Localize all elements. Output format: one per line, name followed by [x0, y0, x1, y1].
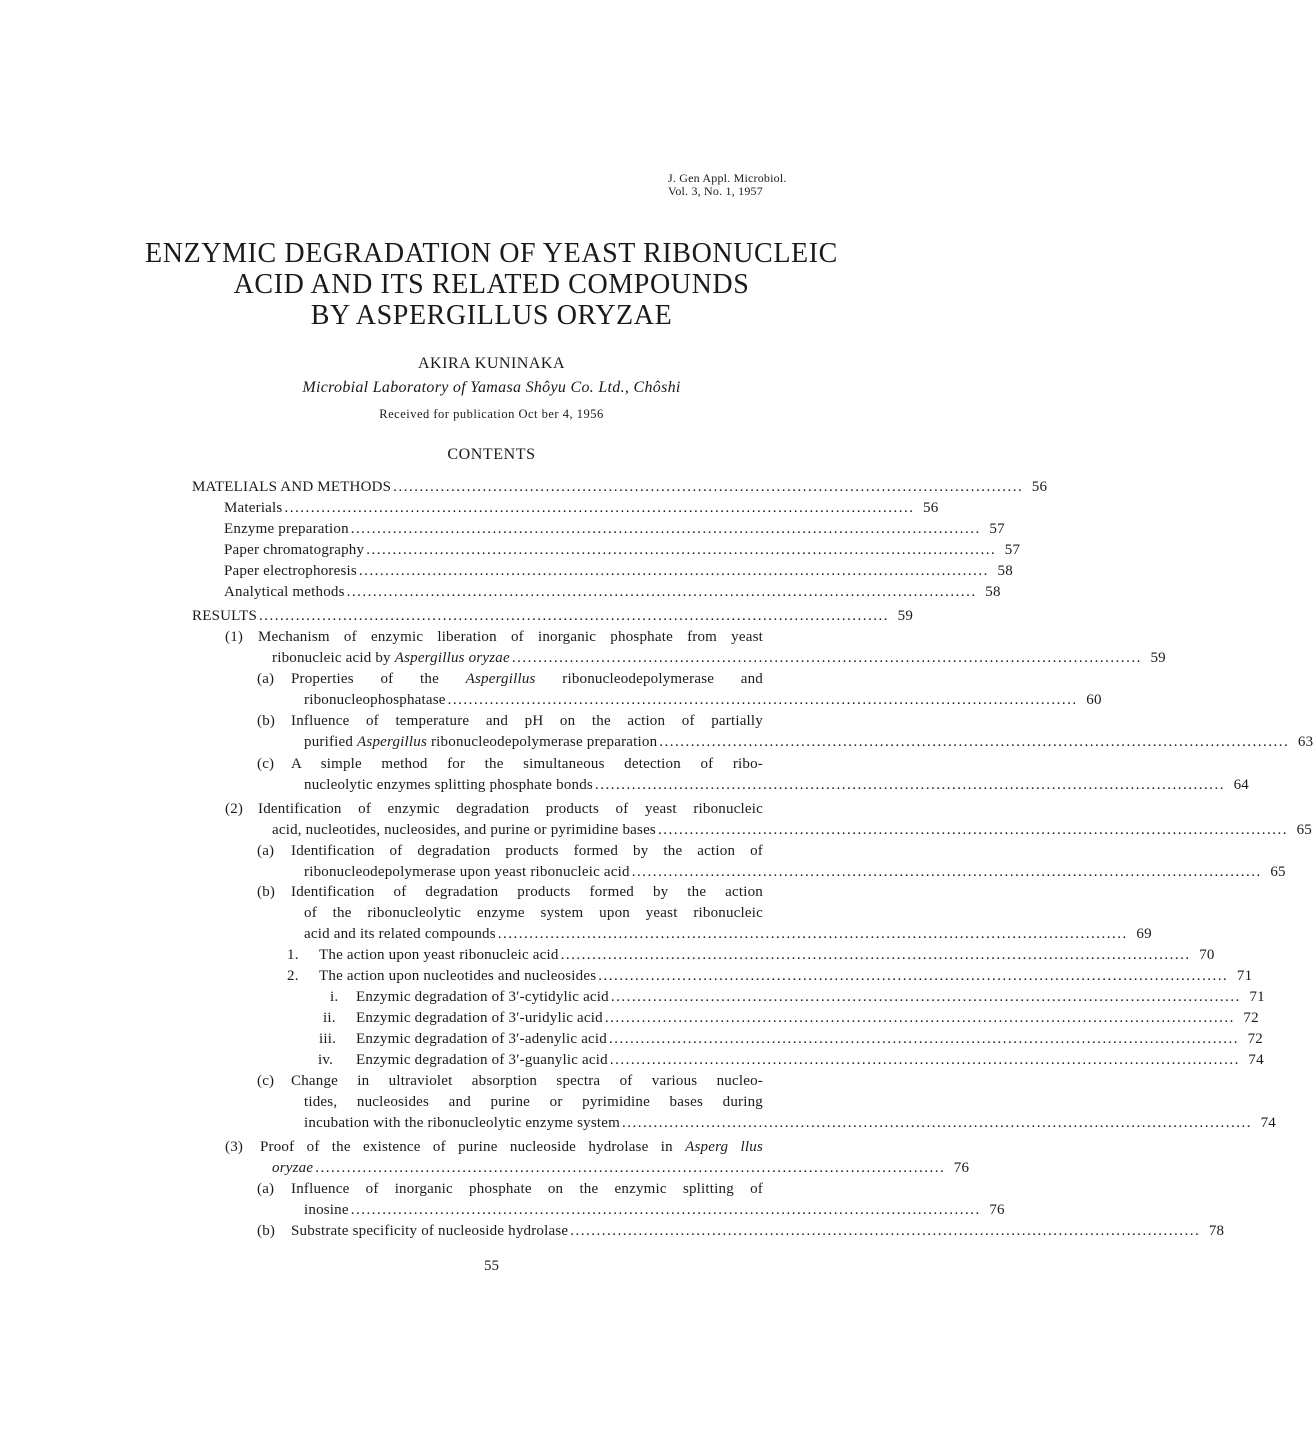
toc-entry-text-roman: ribonucleodepolymerase upon yeast ribonucleic acid: [304, 864, 630, 880]
toc-entry-number: ii.: [323, 1010, 336, 1026]
toc-entry-text: [272, 1159, 313, 1177]
toc-entry-number: (b): [257, 1223, 276, 1239]
toc-entry-text: [304, 1114, 620, 1132]
toc-dot-leader: ........................................................................................................................: [447, 692, 1078, 708]
toc-entry: [272, 821, 1312, 841]
toc-entry: [225, 1138, 763, 1158]
toc-entry-text-roman: purified: [304, 734, 354, 750]
toc-entry-page: 57: [1004, 542, 1021, 558]
toc-entry-text: [356, 988, 609, 1006]
author-affiliation: Microbial Laboratory of Yamasa Shôyu Co. Ltd., Chôshi: [302, 379, 681, 396]
toc-entry-text-italic: Aspergillus: [357, 734, 428, 750]
toc-entry-number: (b): [257, 884, 276, 900]
page-number: 55: [484, 1258, 499, 1274]
toc-entry: [257, 1072, 763, 1092]
toc-entry-text-roman: inosine: [304, 1202, 349, 1218]
toc-entry: [319, 1030, 1263, 1050]
toc-entry-page: 65: [1270, 864, 1286, 880]
toc-entry-number: iii.: [319, 1031, 337, 1047]
toc-entry-page: 71: [1249, 989, 1265, 1005]
toc-entry-text-roman: Identification of degradation products formed by the action of: [291, 843, 763, 859]
toc-dot-leader: ........................................................................................................................: [598, 968, 1229, 984]
toc-entry: [224, 562, 1013, 582]
toc-entry: [304, 733, 1313, 753]
toc-entry-number: (a): [257, 671, 275, 687]
toc-entry: [192, 607, 914, 627]
toc-entry: [287, 967, 1253, 987]
toc-entry-text-italic: oryzae: [272, 1160, 314, 1176]
toc-entry-number: (1): [225, 629, 244, 645]
toc-entry-text: [291, 883, 763, 901]
toc-entry: [224, 583, 1001, 603]
toc-entry-page: 58: [985, 584, 1001, 600]
toc-entry-text: [224, 583, 345, 601]
toc-entry-text: [291, 1222, 568, 1240]
toc-entry-text: [192, 607, 257, 625]
toc-entry-page: 57: [989, 521, 1005, 537]
toc-entry-text: [356, 1030, 607, 1048]
toc-entry-text-roman: RESULTS: [192, 608, 258, 624]
journal-volume: Vol. 3, No. 1, 1957: [668, 184, 763, 198]
toc-entry-text-italic: Aspergillus oryzae: [394, 650, 510, 666]
toc-entry-text: [356, 1009, 603, 1027]
journal-name: J. Gen Appl. Microbiol.: [668, 171, 787, 185]
toc-entry-page: 56: [1031, 479, 1048, 495]
toc-dot-leader: ........................................................................................................................: [631, 864, 1262, 880]
toc-entry: [304, 1114, 1276, 1134]
toc-entry-text: [272, 649, 510, 667]
toc-entry-number: iv.: [318, 1052, 334, 1068]
toc-entry-text-roman: MATELIALS AND METHODS: [192, 479, 392, 495]
toc-entry-page: 59: [897, 608, 914, 624]
toc-dot-leader: ........................................................................................................................: [511, 650, 1142, 666]
toc-entry-text: [291, 842, 763, 860]
toc-entry-text-roman: acid and its related compounds: [304, 926, 496, 942]
toc-entry: [225, 628, 763, 648]
toc-entry-text-roman: The action upon nucleotides and nucleosides: [319, 968, 597, 984]
toc-entry-page: 76: [989, 1202, 1005, 1218]
toc-entry-text: [304, 776, 593, 794]
toc-entry-page: 64: [1233, 777, 1249, 793]
toc-dot-leader: ........................................................................................................................: [350, 1202, 981, 1218]
toc-entry-text: [304, 1093, 763, 1111]
toc-dot-leader: ........................................................................................................................: [358, 563, 989, 579]
toc-entry-page: 69: [1136, 926, 1152, 942]
toc-entry-text: [224, 562, 357, 580]
toc-entry-text-roman: ribonucleic acid by: [272, 650, 391, 666]
toc-entry-text: [224, 520, 349, 538]
toc-dot-leader: ........................................................................................................................: [594, 777, 1225, 793]
toc-dot-leader: ........................................................................................................................: [497, 926, 1128, 942]
title-line-3: BY ASPERGILLUS ORYZAE: [310, 300, 673, 331]
toc-entry-page: 70: [1199, 947, 1215, 963]
toc-dot-leader: ........................................................................................................................: [659, 734, 1290, 750]
toc-dot-leader: ........................................................................................................................: [621, 1115, 1252, 1131]
toc-entry: [257, 712, 763, 732]
toc-entry-text-roman: tides, nucleosides and purine or pyrimidine bases during: [304, 1094, 763, 1110]
toc-entry-number: (2): [225, 801, 244, 817]
toc-dot-leader: ........................................................................................................................: [610, 989, 1241, 1005]
toc-entry-text: [304, 904, 763, 922]
toc-entry: [304, 925, 1152, 945]
toc-entry-page: 60: [1086, 692, 1102, 708]
toc-entry-text: [356, 1051, 608, 1069]
toc-entry-text-roman: Identification of degradation products formed by the action: [291, 884, 763, 900]
toc-entry-page: 72: [1243, 1010, 1259, 1026]
toc-entry-text: [272, 821, 656, 839]
toc-entry-text-roman: Proof of the existence of purine nucleoside hydrolase in: [260, 1139, 673, 1155]
toc-entry: [272, 649, 1166, 669]
toc-entry-text-roman: Mechanism of enzymic liberation of inorganic phosphate from yeast: [258, 629, 763, 645]
toc-entry-text-roman: Enzyme preparation: [224, 521, 349, 537]
toc-entry: [304, 691, 1102, 711]
toc-entry: [304, 863, 1286, 883]
toc-entry-text: [258, 800, 763, 818]
toc-entry: [257, 1180, 763, 1200]
toc-dot-leader: ........................................................................................................................: [366, 542, 997, 558]
toc-dot-leader: ........................................................................................................................: [393, 479, 1024, 495]
toc-entry-page: 76: [953, 1160, 970, 1176]
toc-entry-text-roman: The action upon yeast ribonucleic acid: [319, 947, 559, 963]
toc-entry-text-roman: incubation with the ribonucleolytic enzyme system: [304, 1115, 620, 1131]
toc-entry-text-roman: A simple method for the simultaneous detection of ribo-: [291, 756, 763, 772]
toc-entry: [257, 842, 763, 862]
toc-entry: [304, 1201, 1005, 1221]
toc-entry-text-roman: Enzymic degradation of 3′-guanylic acid: [356, 1052, 608, 1068]
toc-entry-text-roman: Change in ultraviolet absorption spectra of various nucleo-: [291, 1073, 763, 1089]
toc-entry-text-roman: nucleolytic enzymes splitting phosphate bonds: [304, 777, 593, 793]
toc-entry: [304, 904, 763, 924]
contents-heading: CONTENTS: [447, 446, 536, 463]
toc-entry-number: (a): [257, 1181, 275, 1197]
title-line-2: ACID AND ITS RELATED COMPOUNDS: [233, 269, 750, 300]
toc-entry-number: (b): [257, 713, 276, 729]
toc-entry-text-roman: ribonucleophosphatase: [304, 692, 446, 708]
toc-entry-text: [304, 925, 496, 943]
toc-entry: [257, 670, 763, 690]
toc-entry-text: [192, 478, 391, 496]
toc-entry-number: i.: [330, 989, 339, 1005]
toc-entry-number: 1.: [287, 947, 299, 963]
toc-entry: [257, 1222, 1225, 1242]
toc-dot-leader: ........................................................................................................................: [284, 500, 915, 516]
toc-dot-leader: ........................................................................................................................: [346, 584, 977, 600]
toc-entry-text: [260, 1138, 763, 1156]
toc-entry: [323, 1009, 1259, 1029]
toc-entry-text: [304, 691, 446, 709]
toc-dot-leader: ........................................................................................................................: [608, 1031, 1239, 1047]
toc-entry-text-roman: of the ribonucleolytic enzyme system upon yeast ribonucleic: [304, 905, 763, 921]
toc-entry-text-roman: Influence of inorganic phosphate on the enzymic splitting of: [291, 1181, 763, 1197]
toc-entry-page: 59: [1150, 650, 1166, 666]
toc-entry: [257, 755, 763, 775]
toc-entry-number: (c): [257, 756, 275, 772]
toc-entry-page: 74: [1248, 1052, 1264, 1068]
toc-entry-number: (c): [257, 1073, 275, 1089]
toc-entry-page: 74: [1260, 1115, 1276, 1131]
toc-dot-leader: ........................................................................................................................: [350, 521, 981, 537]
toc-entry-page: 78: [1208, 1223, 1225, 1239]
toc-entry: [192, 478, 1048, 498]
toc-entry-text: [304, 863, 630, 881]
author-name: AKIRA KUNINAKA: [418, 355, 565, 372]
title-line-1: ENZYMIC DEGRADATION OF YEAST RIBONUCLEIC: [145, 238, 838, 269]
toc-entry-text-roman: Enzymic degradation of 3′-cytidylic acid: [356, 989, 609, 1005]
toc-entry-text: [319, 946, 559, 964]
toc-entry: [224, 541, 1021, 561]
toc-entry-text: [291, 1072, 763, 1090]
toc-entry: [304, 1093, 763, 1113]
toc-dot-leader: ........................................................................................................................: [315, 1160, 946, 1176]
toc-entry-page: 65: [1296, 822, 1312, 838]
toc-entry-page: 72: [1247, 1031, 1263, 1047]
toc-entry-text-roman: Analytical methods: [224, 584, 345, 600]
toc-entry-text-italic: Asperg llus: [685, 1139, 764, 1155]
toc-entry: [330, 988, 1265, 1008]
toc-entry: [224, 499, 939, 519]
toc-entry-text-roman: Influence of temperature and pH on the action of partially: [291, 713, 763, 729]
toc-entry-text-after: ribonucleodepolymerase and: [562, 671, 764, 687]
toc-entry-text: [304, 733, 657, 751]
toc-entry-text: [319, 967, 596, 985]
toc-entry-text-roman: Enzymic degradation of 3′-uridylic acid: [356, 1010, 603, 1026]
toc-entry-text: [224, 541, 364, 559]
toc-dot-leader: ........................................................................................................................: [560, 947, 1191, 963]
toc-entry-number: 2.: [287, 968, 299, 984]
toc-entry-page: 71: [1236, 968, 1253, 984]
toc-entry-text: [291, 712, 763, 730]
toc-entry-page: 63: [1297, 734, 1313, 750]
toc-entry-number: (a): [257, 843, 275, 859]
toc-entry-number: (3): [225, 1139, 244, 1155]
toc-entry-text: [224, 499, 282, 517]
toc-dot-leader: ........................................................................................................................: [570, 1223, 1201, 1239]
toc-entry-text-roman: Properties of the: [291, 671, 439, 687]
toc-entry-text-roman: Enzymic degradation of 3′-adenylic acid: [356, 1031, 607, 1047]
toc-entry-page: 56: [923, 500, 939, 516]
toc-dot-leader: ........................................................................................................................: [609, 1052, 1240, 1068]
toc-entry-page: 58: [997, 563, 1013, 579]
toc-entry-text-roman: Materials: [224, 500, 283, 516]
toc-entry: [257, 883, 763, 903]
toc-entry-text-roman: Paper chromatography: [224, 542, 365, 558]
toc-entry-text-roman: Paper electrophoresis: [224, 563, 357, 579]
toc-entry-text: [304, 1201, 349, 1219]
toc-entry-text-italic: Aspergillus: [465, 671, 536, 687]
toc-entry-text-roman: Substrate specificity of nucleoside hydrolase: [291, 1223, 569, 1239]
toc-entry-text-roman: acid, nucleotides, nucleosides, and purine or pyrimidine bases: [272, 822, 656, 838]
toc-entry: [304, 776, 1249, 796]
toc-entry-text-roman: Identification of enzymic degradation products of yeast ribonucleic: [258, 801, 763, 817]
toc-entry-text-after: ribonucleodepolymerase preparation: [430, 734, 658, 750]
toc-entry-text: [258, 628, 763, 646]
toc-dot-leader: ........................................................................................................................: [259, 608, 890, 624]
toc-entry: [318, 1051, 1264, 1071]
toc-entry-text: [291, 670, 763, 688]
toc-entry-text: [291, 755, 763, 773]
toc-entry: [225, 800, 763, 820]
toc-dot-leader: ........................................................................................................................: [657, 822, 1288, 838]
toc-entry: [287, 946, 1215, 966]
toc-entry: [272, 1159, 970, 1179]
toc-entry-text: [291, 1180, 763, 1198]
toc-entry: [224, 520, 1005, 540]
toc-dot-leader: ........................................................................................................................: [604, 1010, 1235, 1026]
received-date: Received for publication Oct ber 4, 1956: [379, 407, 604, 421]
